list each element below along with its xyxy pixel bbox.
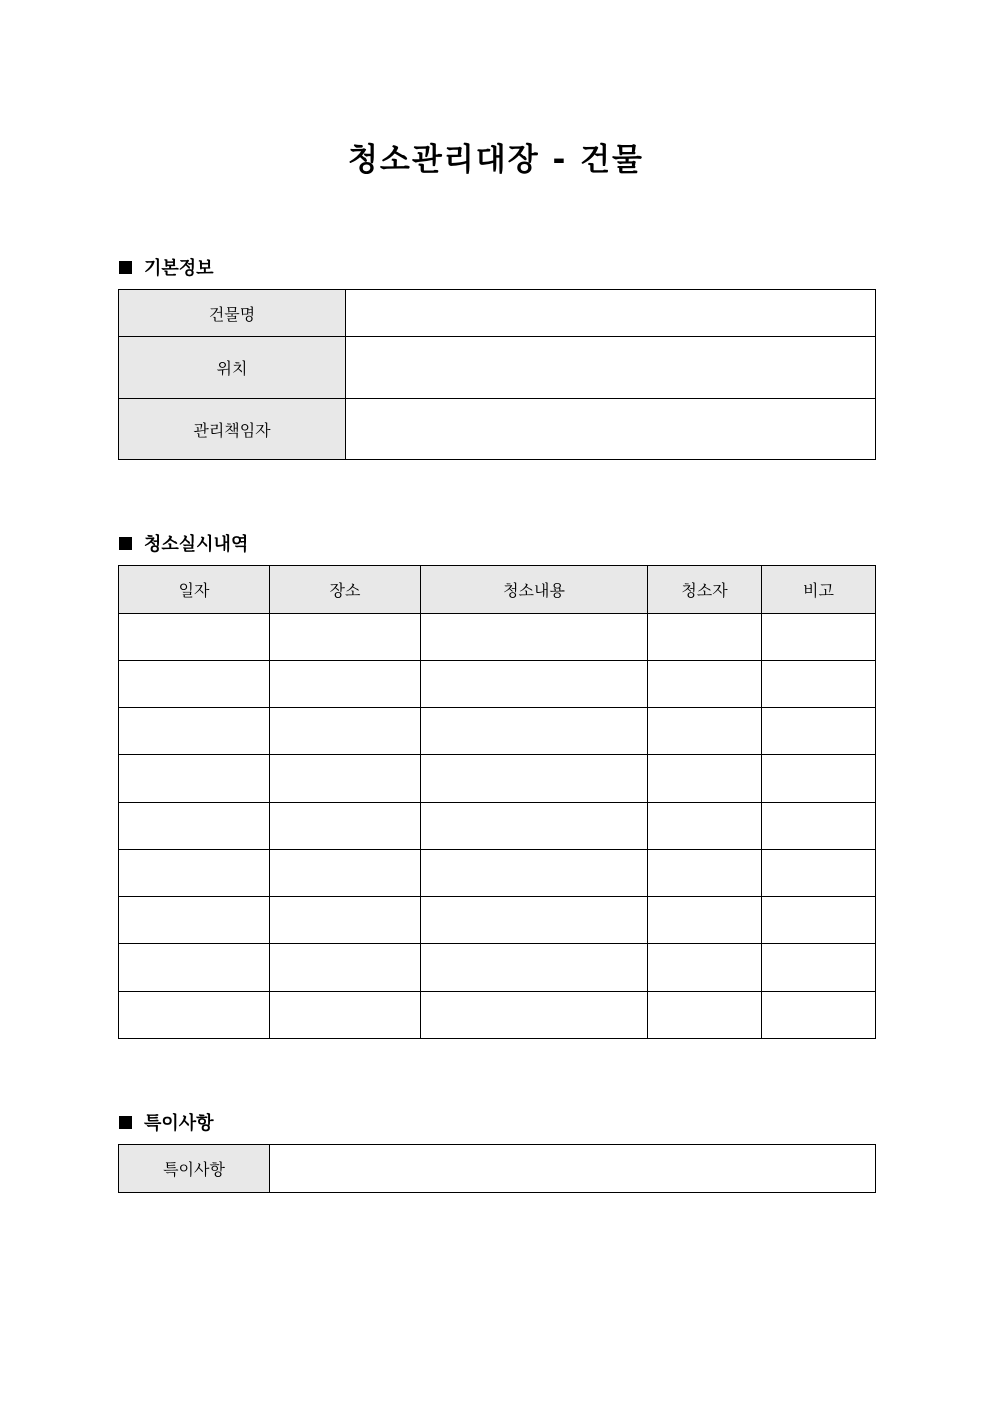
table-cell[interactable] <box>762 850 876 897</box>
table-row <box>119 1145 876 1193</box>
table-cell[interactable] <box>648 614 762 661</box>
column-header-date: 일자 <box>119 566 270 614</box>
section-heading-label: 기본정보 <box>144 258 214 279</box>
building-name-field[interactable] <box>346 290 876 337</box>
table-header-row <box>119 566 876 614</box>
basic-info-label: 관리책임자 <box>119 399 346 460</box>
table-row <box>119 944 876 992</box>
table-row <box>119 897 876 944</box>
table-cell[interactable] <box>648 944 762 992</box>
square-bullet-icon <box>119 261 132 274</box>
cleaning-log-table <box>118 565 876 1039</box>
section-heading-cleaning-log <box>119 530 248 556</box>
table-row <box>119 992 876 1039</box>
table-cell[interactable] <box>648 803 762 850</box>
basic-info-label: 위치 <box>119 337 346 399</box>
table-row <box>119 661 876 708</box>
remarks-table <box>118 1144 876 1193</box>
table-cell[interactable] <box>421 755 648 803</box>
table-cell[interactable] <box>762 755 876 803</box>
table-cell[interactable] <box>762 992 876 1039</box>
table-row <box>119 803 876 850</box>
table-cell[interactable] <box>270 661 421 708</box>
table-cell[interactable] <box>762 944 876 992</box>
table-cell[interactable] <box>648 661 762 708</box>
table-cell[interactable] <box>119 850 270 897</box>
table-row <box>119 337 876 399</box>
manager-field[interactable] <box>346 399 876 460</box>
location-field[interactable] <box>346 337 876 399</box>
table-cell[interactable] <box>270 755 421 803</box>
table-cell[interactable] <box>648 755 762 803</box>
table-cell[interactable] <box>270 708 421 755</box>
table-cell[interactable] <box>421 614 648 661</box>
table-row <box>119 755 876 803</box>
table-cell[interactable] <box>270 614 421 661</box>
column-header-cleaner: 청소자 <box>648 566 762 614</box>
table-cell[interactable] <box>421 661 648 708</box>
column-header-note: 비고 <box>762 566 876 614</box>
table-cell[interactable] <box>421 850 648 897</box>
table-cell[interactable] <box>762 803 876 850</box>
table-cell[interactable] <box>119 803 270 850</box>
section-heading-label: 특이사항 <box>144 1113 214 1134</box>
table-row <box>119 399 876 460</box>
table-cell[interactable] <box>648 708 762 755</box>
table-cell[interactable] <box>119 944 270 992</box>
table-cell[interactable] <box>119 614 270 661</box>
table-cell[interactable] <box>421 708 648 755</box>
table-cell[interactable] <box>648 992 762 1039</box>
section-heading-label: 청소실시내역 <box>144 534 249 555</box>
table-cell[interactable] <box>119 755 270 803</box>
table-row <box>119 850 876 897</box>
table-cell[interactable] <box>119 708 270 755</box>
table-cell[interactable] <box>119 992 270 1039</box>
remarks-field[interactable] <box>270 1145 876 1193</box>
table-cell[interactable] <box>421 897 648 944</box>
table-cell[interactable] <box>119 661 270 708</box>
table-cell[interactable] <box>762 661 876 708</box>
table-cell[interactable] <box>270 944 421 992</box>
square-bullet-icon <box>119 1116 132 1129</box>
column-header-content: 청소내용 <box>421 566 648 614</box>
square-bullet-icon <box>119 537 132 550</box>
table-row <box>119 290 876 337</box>
table-cell[interactable] <box>270 803 421 850</box>
table-cell[interactable] <box>119 897 270 944</box>
table-row <box>119 614 876 661</box>
table-cell[interactable] <box>421 944 648 992</box>
table-cell[interactable] <box>421 992 648 1039</box>
table-cell[interactable] <box>421 803 648 850</box>
table-cell[interactable] <box>762 708 876 755</box>
table-cell[interactable] <box>648 850 762 897</box>
remarks-label: 특이사항 <box>119 1145 270 1193</box>
table-cell[interactable] <box>762 897 876 944</box>
table-cell[interactable] <box>270 897 421 944</box>
document-title: 청소관리대장 - 건물 <box>347 142 645 178</box>
table-cell[interactable] <box>648 897 762 944</box>
table-cell[interactable] <box>762 614 876 661</box>
table-cell[interactable] <box>270 850 421 897</box>
basic-info-table <box>118 289 876 460</box>
section-heading-basic-info <box>119 254 214 280</box>
table-row <box>119 708 876 755</box>
column-header-place: 장소 <box>270 566 421 614</box>
basic-info-label: 건물명 <box>119 290 346 337</box>
table-cell[interactable] <box>270 992 421 1039</box>
section-heading-remarks <box>119 1109 214 1135</box>
